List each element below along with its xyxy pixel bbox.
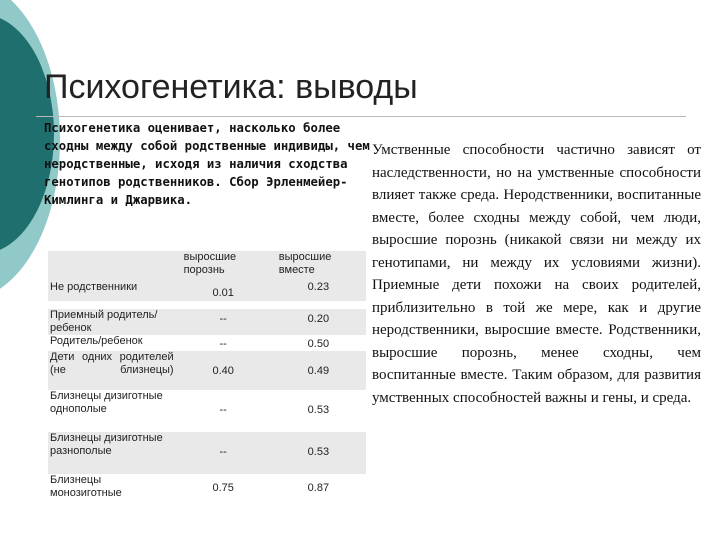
- table-cell-apart: 0.40: [176, 351, 271, 390]
- table-cell-label: Родитель/ребенок: [50, 335, 143, 347]
- table-cell-apart: --: [219, 404, 227, 416]
- intro-text: [44, 119, 374, 209]
- table-row: [48, 474, 366, 502]
- table-cell-label: Не родственники: [48, 277, 176, 301]
- table-row: [48, 335, 366, 351]
- table-cell-together: 0.53: [307, 404, 330, 416]
- slide-title: Психогенетика: выводы: [44, 68, 418, 106]
- table-gap: [48, 301, 366, 309]
- intro-body: Психогенетика оценивает, насколько более сходны между собой родственные индивиды, чем неродственные, исходя из наличия сходства генотипов родственников.: [44, 121, 370, 189]
- table-cell-label: Приемный родитель/ребенок: [48, 309, 176, 335]
- table-row: [48, 277, 366, 301]
- table-cell-together: 0.50: [307, 338, 330, 350]
- table-header-row: [48, 251, 366, 277]
- table-cell-together: 0.20: [271, 309, 366, 335]
- table-row: [48, 390, 366, 432]
- table-cell-apart: --: [219, 338, 227, 350]
- table-row: [48, 432, 366, 474]
- table-row: [48, 309, 366, 335]
- table-header-apart: выросшие порознь: [176, 251, 271, 277]
- table-cell-apart: 0.75: [212, 482, 234, 494]
- table-header-together: выросшие вместе: [271, 251, 366, 277]
- table-cell-label: Дети одних родителей (не близнецы): [48, 351, 176, 390]
- table-header-blank: [48, 251, 176, 277]
- table-cell-together: 0.23: [271, 277, 366, 301]
- intro-source: Сбор Эрленмейер-Кимлинга и Джарвика.: [44, 175, 348, 207]
- table-cell-apart: 0.01: [176, 277, 271, 301]
- table-cell-label: Близнецы дизиготные разнополые: [48, 432, 176, 474]
- table-cell-label: Близнецы дизиготные однополые: [50, 390, 163, 415]
- table-cell-apart: --: [176, 432, 271, 474]
- table-cell-together: 0.87: [307, 482, 330, 494]
- correlation-table: [48, 251, 366, 502]
- title-divider: [36, 116, 686, 117]
- table-row: [48, 351, 366, 390]
- table-cell-together: 0.53: [271, 432, 366, 474]
- table-cell-together: 0.49: [271, 351, 366, 390]
- table-cell-label: Близнецы монозиготные: [50, 474, 122, 499]
- table-cell-apart: --: [176, 309, 271, 335]
- conclusion-text: Умственные способности частично зависят от наследственности, но на умственные способности влияет также среда. Неродственники, воспитанные вместе, более сходны между собой, чем люди, выросшие порознь (никакой связи ни между их генотипами, ни между их условиями жизни). Приемные дети похожи на своих родителей, приблизительно в той же мере, как и другие неродственники, выросшие вместе. Родственники, выросшие порознь, менее сходны, чем воспитанные вместе. Таким образом, для развития умственных способностей важны и гены, и среда.: [372, 142, 701, 406]
